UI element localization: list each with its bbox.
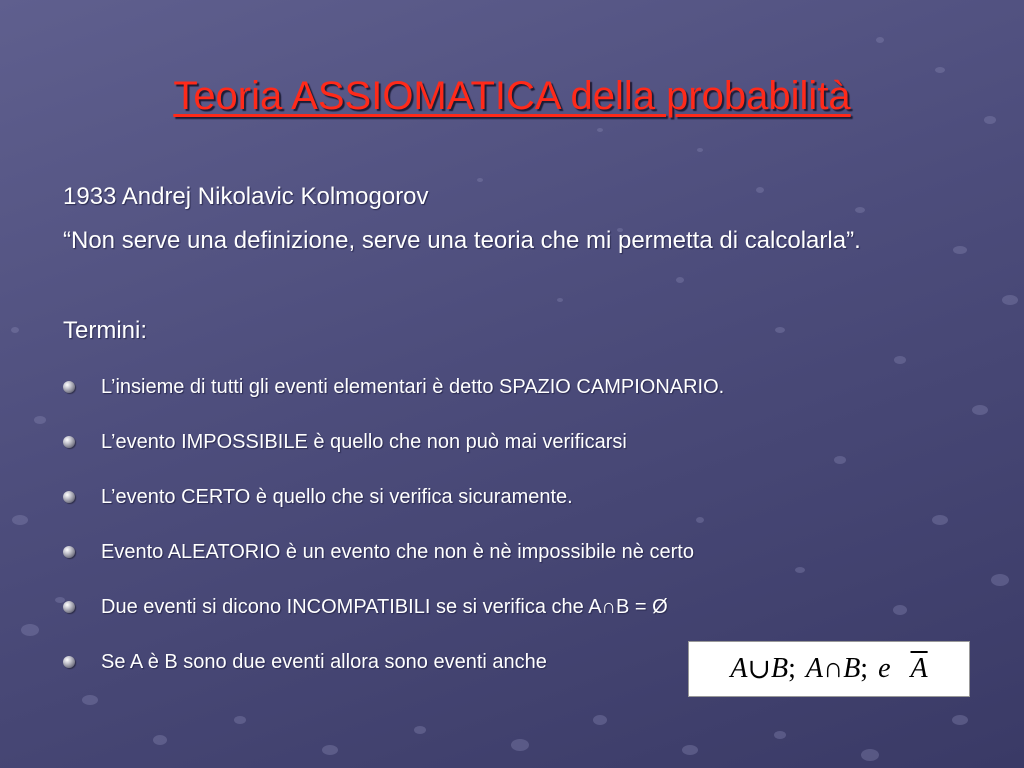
bullet-sphere-icon — [63, 381, 75, 393]
bullet-text: Se A è B sono due eventi allora sono eventi anche — [101, 650, 547, 673]
formula-a2: A — [805, 653, 823, 684]
list-item — [63, 483, 573, 511]
formula-b2: B — [843, 653, 861, 684]
author-line: 1933 Andrej Nikolavic Kolmogorov — [63, 183, 429, 210]
bullet-text: Evento ALEATORIO è un evento che non è nè impossibile nè certo — [101, 540, 694, 563]
formula-a1: A — [730, 653, 748, 684]
bullet-sphere-icon — [63, 436, 75, 448]
bullet-sphere-icon — [63, 546, 75, 558]
list-item — [63, 428, 627, 456]
bullet-sphere-icon — [63, 656, 75, 668]
terms-heading: Termini: — [63, 317, 148, 344]
intersection-symbol: ∩ — [822, 653, 844, 684]
list-item — [63, 538, 694, 566]
formula-b1: B — [770, 653, 789, 684]
formula-box — [688, 641, 970, 697]
list-item — [63, 593, 668, 621]
slide-title: Teoria ASSIOMATICA della probabilità — [173, 74, 851, 118]
list-item — [63, 373, 724, 401]
quote-text: “Non serve una definizione, serve una teoria che mi permetta di calcolarla”. — [63, 227, 861, 254]
bullet-sphere-icon — [63, 601, 75, 613]
bullet-text: L’evento IMPOSSIBILE è quello che non può mai verificarsi — [101, 430, 627, 453]
formula-sep2: ; — [860, 653, 869, 684]
union-symbol: ∪ — [747, 654, 771, 685]
bullet-text: Due eventi si dicono INCOMPATIBILI se si verifica che A∩B = Ø — [101, 595, 668, 618]
bullet-text: L’insieme di tutti gli eventi elementari è detto SPAZIO CAMPIONARIO. — [101, 375, 725, 398]
formula-complement: $\overline{A}$ — [910, 653, 928, 684]
bullet-sphere-icon — [63, 491, 75, 503]
formula-conj: e — [878, 653, 891, 684]
bullet-text: L’evento CERTO è quello che si verifica sicuramente. — [101, 485, 573, 508]
list-item — [63, 648, 547, 676]
formula-sep1: ; — [788, 653, 796, 684]
